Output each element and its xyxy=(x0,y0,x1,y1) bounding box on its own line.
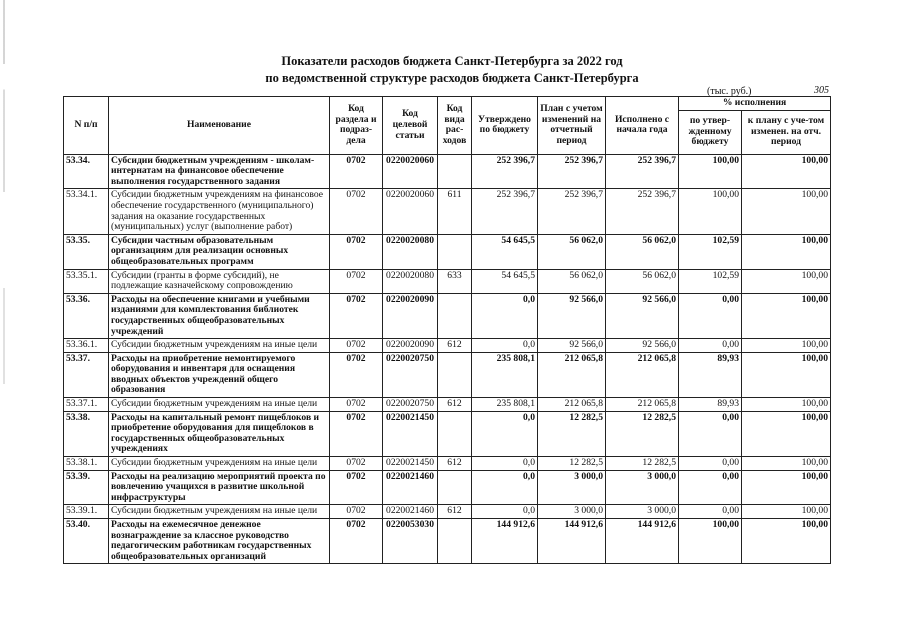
row-approved: 0,0 xyxy=(472,411,538,456)
row-pct-plan: 100,00 xyxy=(742,519,831,564)
row-expense-type-code: 612 xyxy=(438,339,472,353)
table-body xyxy=(64,154,831,564)
row-expense-type-code xyxy=(438,154,472,189)
row-pct-plan: 100,00 xyxy=(742,411,831,456)
row-planned: 56 062,0 xyxy=(538,234,606,269)
table-row xyxy=(64,234,831,269)
row-approved: 0,0 xyxy=(472,293,538,338)
header-expense-type-code: Код вида рас-ходов xyxy=(438,97,472,155)
row-number: 53.35.1. xyxy=(64,269,109,293)
scan-edge-mark xyxy=(3,0,5,640)
row-executed: 12 282,5 xyxy=(606,457,679,471)
header-execution-percent: % исполнения xyxy=(679,97,831,111)
row-approved: 54 645,5 xyxy=(472,234,538,269)
row-pct-plan: 100,00 xyxy=(742,154,831,189)
row-executed: 252 396,7 xyxy=(606,189,679,234)
row-pct-plan: 100,00 xyxy=(742,293,831,338)
row-planned: 3 000,0 xyxy=(538,470,606,505)
document-title: Показатели расходов бюджета Санкт-Петербурга за 2022 год xyxy=(281,54,623,68)
row-section-code: 0702 xyxy=(330,470,383,505)
row-name: Расходы на обеспечение книгами и учебными изданиями для комплектования библиотек государственных общеобразовательных учреждений xyxy=(109,293,330,338)
row-executed: 92 566,0 xyxy=(606,293,679,338)
row-name: Субсидии бюджетным учреждениям - школам-интернатам на финансовое обеспечение выполнения государственного задания xyxy=(109,154,330,189)
row-section-code: 0702 xyxy=(330,352,383,397)
header-name: Наименование xyxy=(109,97,330,155)
row-target-code: 0220021450 xyxy=(383,411,438,456)
row-section-code: 0702 xyxy=(330,505,383,519)
row-planned: 252 396,7 xyxy=(538,154,606,189)
row-number: 53.39.1. xyxy=(64,505,109,519)
row-name: Расходы на реализацию мероприятий проекта по вовлечению учащихся в развитие школьной инфраструктуры xyxy=(109,470,330,505)
row-name: Субсидии бюджетным учреждениям на иные цели xyxy=(109,457,330,471)
row-number: 53.36.1. xyxy=(64,339,109,353)
row-pct-budget: 0,00 xyxy=(679,293,742,338)
row-expense-type-code xyxy=(438,519,472,564)
row-target-code: 0220053030 xyxy=(383,519,438,564)
row-target-code: 0220020060 xyxy=(383,154,438,189)
row-target-code: 0220020750 xyxy=(383,398,438,412)
row-expense-type-code: 612 xyxy=(438,398,472,412)
row-expense-type-code: 611 xyxy=(438,189,472,234)
row-pct-plan: 100,00 xyxy=(742,352,831,397)
row-expense-type-code xyxy=(438,470,472,505)
row-planned: 252 396,7 xyxy=(538,189,606,234)
table-row xyxy=(64,339,831,353)
row-target-code: 0220020060 xyxy=(383,189,438,234)
row-approved: 252 396,7 xyxy=(472,154,538,189)
row-number: 53.38. xyxy=(64,411,109,456)
row-section-code: 0702 xyxy=(330,293,383,338)
row-pct-plan: 100,00 xyxy=(742,189,831,234)
row-name: Субсидии бюджетным учреждениям на иные цели xyxy=(109,398,330,412)
row-pct-budget: 0,00 xyxy=(679,470,742,505)
row-target-code: 0220020080 xyxy=(383,234,438,269)
row-section-code: 0702 xyxy=(330,519,383,564)
row-section-code: 0702 xyxy=(330,339,383,353)
header-planned: План с учетом изменений на отчетный период xyxy=(538,97,606,155)
table-header xyxy=(64,97,831,155)
row-expense-type-code: 633 xyxy=(438,269,472,293)
row-name: Расходы на ежемесячное денежное вознаграждение за классное руководство педагогическим работникам государственных общеобразовательных организаций xyxy=(109,519,330,564)
header-pct-plan: к плану с уче-том изменен. на отч. период xyxy=(742,110,831,154)
row-section-code: 0702 xyxy=(330,189,383,234)
row-target-code: 0220021460 xyxy=(383,505,438,519)
row-approved: 144 912,6 xyxy=(472,519,538,564)
row-planned: 3 000,0 xyxy=(538,505,606,519)
row-executed: 212 065,8 xyxy=(606,352,679,397)
row-approved: 252 396,7 xyxy=(472,189,538,234)
row-pct-budget: 0,00 xyxy=(679,339,742,353)
row-executed: 3 000,0 xyxy=(606,505,679,519)
row-pct-budget: 102,59 xyxy=(679,234,742,269)
row-section-code: 0702 xyxy=(330,398,383,412)
row-pct-plan: 100,00 xyxy=(742,234,831,269)
table-row xyxy=(64,411,831,456)
row-pct-budget: 0,00 xyxy=(679,457,742,471)
row-expense-type-code xyxy=(438,234,472,269)
row-pct-budget: 0,00 xyxy=(679,411,742,456)
units-label: (тыс. руб.) xyxy=(707,86,752,97)
row-pct-budget: 100,00 xyxy=(679,154,742,189)
table-row xyxy=(64,189,831,234)
row-planned: 92 566,0 xyxy=(538,339,606,353)
header-executed: Исполнено с начала года xyxy=(606,97,679,155)
table-row xyxy=(64,398,831,412)
row-executed: 3 000,0 xyxy=(606,470,679,505)
row-expense-type-code: 612 xyxy=(438,457,472,471)
row-target-code: 0220020090 xyxy=(383,339,438,353)
row-executed: 56 062,0 xyxy=(606,234,679,269)
table-row xyxy=(64,519,831,564)
table-row xyxy=(64,269,831,293)
row-number: 53.37.1. xyxy=(64,398,109,412)
row-section-code: 0702 xyxy=(330,411,383,456)
table-row xyxy=(64,505,831,519)
row-planned: 212 065,8 xyxy=(538,398,606,412)
row-approved: 54 645,5 xyxy=(472,269,538,293)
row-target-code: 0220020080 xyxy=(383,269,438,293)
row-executed: 12 282,5 xyxy=(606,411,679,456)
header-target-code: Код целевой статьи xyxy=(383,97,438,155)
budget-table xyxy=(63,96,831,564)
page-number: 305 xyxy=(814,85,829,96)
row-planned: 12 282,5 xyxy=(538,411,606,456)
row-name: Расходы на капитальный ремонт пищеблоков и приобретение оборудования для пищеблоков в государственных общеобразовательных учреждениях xyxy=(109,411,330,456)
row-approved: 0,0 xyxy=(472,470,538,505)
row-number: 53.35. xyxy=(64,234,109,269)
header-section-code: Код раздела и подраз-дела xyxy=(330,97,383,155)
row-target-code: 0220021450 xyxy=(383,457,438,471)
row-pct-budget: 89,93 xyxy=(679,398,742,412)
table-row xyxy=(64,352,831,397)
row-executed: 212 065,8 xyxy=(606,398,679,412)
row-planned: 92 566,0 xyxy=(538,293,606,338)
row-executed: 144 912,6 xyxy=(606,519,679,564)
row-approved: 235 808,1 xyxy=(472,352,538,397)
row-name: Субсидии (гранты в форме субсидий), не подлежащие казначейскому сопровождению xyxy=(109,269,330,293)
row-target-code: 0220020750 xyxy=(383,352,438,397)
row-pct-plan: 100,00 xyxy=(742,339,831,353)
row-pct-plan: 100,00 xyxy=(742,269,831,293)
row-section-code: 0702 xyxy=(330,457,383,471)
row-number: 53.40. xyxy=(64,519,109,564)
table-row xyxy=(64,457,831,471)
row-name: Субсидии бюджетным учреждениям на финансовое обеспечение государственного (муниципального) задания на оказание государственных (муниципальных) услуг (выполнение работ) xyxy=(109,189,330,234)
row-pct-plan: 100,00 xyxy=(742,398,831,412)
row-expense-type-code xyxy=(438,411,472,456)
row-name: Расходы на приобретение немонтируемого оборудования и инвентаря для оснащения вводных объектов учреждений общего образования xyxy=(109,352,330,397)
table-row xyxy=(64,293,831,338)
row-planned: 144 912,6 xyxy=(538,519,606,564)
row-number: 53.34. xyxy=(64,154,109,189)
row-expense-type-code: 612 xyxy=(438,505,472,519)
row-pct-budget: 100,00 xyxy=(679,189,742,234)
header-pct-budget: по утвер-жденному бюджету xyxy=(679,110,742,154)
document-subtitle: по ведомственной структуре расходов бюджета Санкт-Петербурга xyxy=(265,71,639,85)
row-target-code: 0220021460 xyxy=(383,470,438,505)
row-planned: 212 065,8 xyxy=(538,352,606,397)
row-section-code: 0702 xyxy=(330,269,383,293)
row-executed: 92 566,0 xyxy=(606,339,679,353)
row-number: 53.37. xyxy=(64,352,109,397)
row-name: Субсидии частным образовательным организациям для реализации основных общеобразовательных программ xyxy=(109,234,330,269)
table-row xyxy=(64,470,831,505)
row-approved: 235 808,1 xyxy=(472,398,538,412)
row-section-code: 0702 xyxy=(330,154,383,189)
row-executed: 56 062,0 xyxy=(606,269,679,293)
row-pct-plan: 100,00 xyxy=(742,470,831,505)
row-number: 53.39. xyxy=(64,470,109,505)
row-pct-budget: 100,00 xyxy=(679,519,742,564)
header-approved: Утверждено по бюджету xyxy=(472,97,538,155)
row-name: Субсидии бюджетным учреждениям на иные цели xyxy=(109,505,330,519)
row-pct-plan: 100,00 xyxy=(742,505,831,519)
row-planned: 12 282,5 xyxy=(538,457,606,471)
row-target-code: 0220020090 xyxy=(383,293,438,338)
row-approved: 0,0 xyxy=(472,505,538,519)
row-pct-plan: 100,00 xyxy=(742,457,831,471)
row-pct-budget: 102,59 xyxy=(679,269,742,293)
row-number: 53.36. xyxy=(64,293,109,338)
row-expense-type-code xyxy=(438,352,472,397)
row-planned: 56 062,0 xyxy=(538,269,606,293)
row-approved: 0,0 xyxy=(472,339,538,353)
row-section-code: 0702 xyxy=(330,234,383,269)
row-number: 53.34.1. xyxy=(64,189,109,234)
row-executed: 252 396,7 xyxy=(606,154,679,189)
row-pct-budget: 0,00 xyxy=(679,505,742,519)
table-row xyxy=(64,154,831,189)
header-num: N п/п xyxy=(64,97,109,155)
row-name: Субсидии бюджетным учреждениям на иные цели xyxy=(109,339,330,353)
row-expense-type-code xyxy=(438,293,472,338)
row-number: 53.38.1. xyxy=(64,457,109,471)
row-pct-budget: 89,93 xyxy=(679,352,742,397)
row-approved: 0,0 xyxy=(472,457,538,471)
